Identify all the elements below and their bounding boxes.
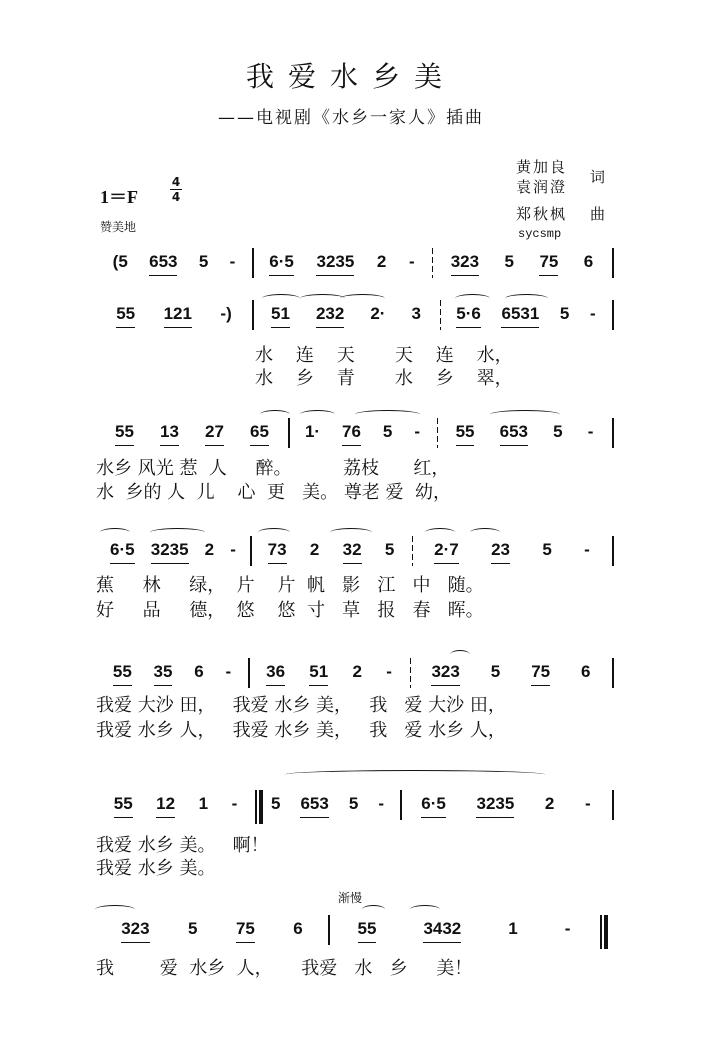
time-signature-top: 4 — [171, 175, 181, 189]
lyric-line: 我爱 大沙 田， 我爱 水乡 美， 我 爱 大沙 田， — [96, 695, 506, 716]
note: 6 — [581, 662, 591, 681]
lyric-line: 水 乡的 人 儿 心 更 美。 尊老 爱 幼， — [96, 482, 451, 503]
note: 5 — [198, 252, 209, 271]
measure — [102, 422, 282, 446]
note: 6531 — [501, 304, 539, 328]
note: 5 — [188, 919, 198, 938]
slur — [340, 294, 385, 303]
note: 5 — [559, 304, 570, 323]
note: 13 — [160, 422, 179, 446]
note: 5 — [490, 662, 501, 681]
note: 2·7 — [434, 540, 459, 564]
barline — [248, 658, 250, 688]
note: - — [564, 919, 571, 938]
key-signature: 1＝F — [100, 187, 138, 207]
time-signature — [170, 176, 182, 203]
measure — [418, 540, 606, 564]
measure — [294, 422, 431, 446]
note: 35 — [154, 662, 173, 686]
slur — [355, 410, 420, 419]
note: 3235 — [316, 252, 354, 276]
note: 27 — [205, 422, 224, 446]
note: 3432 — [423, 919, 461, 943]
note: 3235 — [476, 794, 514, 818]
note: 2· — [370, 304, 386, 323]
lyric-line: 我爱 水乡 美。 — [96, 858, 216, 879]
expression-mark: 赞美地 — [100, 220, 137, 234]
note: 1 — [198, 794, 209, 813]
note: 32 — [343, 540, 362, 564]
slur — [455, 294, 490, 303]
note: 5 — [542, 540, 552, 559]
note: 75 — [531, 662, 550, 686]
note: 55 — [358, 919, 377, 943]
note: 36 — [266, 662, 285, 686]
measure — [102, 794, 249, 818]
measure — [261, 794, 394, 818]
measure — [443, 422, 606, 446]
barline — [612, 248, 614, 278]
note: 6 — [583, 252, 594, 271]
measure — [446, 304, 606, 328]
measure — [254, 662, 404, 686]
measure — [102, 304, 246, 328]
note: 3 — [411, 304, 421, 323]
note: - — [231, 794, 238, 813]
lyricist-2: 袁润澄 — [516, 178, 568, 196]
barline — [612, 536, 614, 566]
lyric-line: 我爱 水乡 人， 我爱 水乡 美， 我 爱 水乡 人， — [96, 720, 506, 741]
note: 76 — [342, 422, 361, 446]
note: 51 — [309, 662, 328, 686]
slur — [425, 528, 455, 537]
note: 2 — [204, 540, 215, 559]
measure — [438, 252, 606, 276]
barline — [288, 418, 290, 448]
measure — [334, 919, 594, 943]
note: 121 — [164, 304, 192, 328]
note: 55 — [115, 422, 134, 446]
note: - — [585, 794, 591, 813]
lyric-line: 水乡 风光 惹 人 醉。 荔枝 红， — [96, 458, 450, 479]
note: 6 — [194, 662, 204, 681]
measure — [102, 252, 246, 276]
lyric-line: 好 品 德， 悠 悠 寸 草 报 春 晖。 — [96, 600, 484, 621]
lyricist-label: 词 — [590, 168, 608, 186]
lyric-line: 水 连 天 天 连 水， — [255, 345, 513, 366]
note: 75 — [539, 252, 558, 276]
measure — [406, 794, 606, 818]
note: 5 — [384, 540, 395, 559]
final-barline — [600, 915, 608, 949]
barline — [252, 300, 254, 330]
slur — [300, 410, 335, 419]
note: 55 — [456, 422, 475, 446]
note: 6·5 — [269, 252, 294, 276]
barline — [250, 536, 252, 566]
barline — [400, 790, 402, 820]
barline — [440, 300, 441, 330]
note: 6 — [293, 919, 303, 938]
measure — [258, 252, 426, 276]
note: 1 — [508, 919, 518, 938]
measure — [102, 662, 242, 686]
note: 653 — [149, 252, 177, 276]
note: 5 — [348, 794, 359, 813]
slur — [330, 528, 372, 537]
note: - — [229, 252, 236, 271]
lyric-line: 水 乡 青 水 乡 翠， — [255, 368, 513, 389]
measure — [256, 540, 406, 564]
note: - — [414, 422, 421, 441]
barline — [432, 248, 433, 278]
time-signature-bottom: 4 — [171, 190, 181, 204]
lyricist-1: 黄加良 — [516, 158, 568, 176]
note: 2 — [376, 252, 387, 271]
note: 232 — [316, 304, 344, 328]
note: 5·6 — [456, 304, 481, 328]
barline — [612, 418, 614, 448]
note: 73 — [268, 540, 287, 564]
note: 55 — [116, 304, 135, 328]
lyric-line: 我爱 水乡 美。 啊！ — [96, 835, 269, 856]
note: 65 — [250, 422, 269, 446]
note: 55 — [114, 794, 133, 818]
note: - — [409, 252, 415, 271]
note: 653 — [300, 794, 328, 818]
note: - — [584, 540, 590, 559]
slur — [505, 294, 548, 303]
measure — [102, 540, 244, 564]
note: (5 — [112, 252, 128, 271]
note: - — [386, 662, 392, 681]
note: 2 — [352, 662, 362, 681]
note: - — [225, 662, 232, 681]
barline — [410, 658, 411, 688]
lyric-line: 我 爱 水乡 人， 我爱 水 乡 美！ — [96, 958, 473, 979]
barline — [612, 658, 614, 688]
slur — [490, 410, 560, 419]
note: - — [230, 540, 236, 559]
slur — [150, 528, 205, 537]
note: 5 — [553, 422, 563, 441]
composer: 郑秋枫 — [516, 205, 568, 223]
note: 2 — [544, 794, 555, 813]
note: 653 — [500, 422, 528, 446]
lyric-line: 蕉 林 绿， 片 片 帆 影 江 中 随。 — [96, 575, 484, 596]
song-subtitle: ——电视剧《水乡一家人》插曲 — [218, 108, 484, 128]
note: - — [587, 422, 594, 441]
note: 75 — [236, 919, 255, 943]
note: 55 — [113, 662, 132, 686]
barline — [612, 300, 614, 330]
slur — [262, 294, 300, 303]
note: 2 — [309, 540, 320, 559]
measure — [258, 304, 434, 328]
barline — [328, 915, 330, 945]
note: 6·5 — [421, 794, 446, 818]
note: 6·5 — [110, 540, 135, 564]
tempo-mark: 渐慢 — [338, 891, 363, 905]
slur — [260, 410, 290, 419]
measure — [416, 662, 606, 686]
slur — [95, 905, 135, 914]
slur — [258, 528, 290, 537]
slur — [450, 650, 470, 659]
note: 12 — [156, 794, 175, 818]
song-title: 我爱水乡美 — [245, 60, 456, 93]
barline — [252, 248, 254, 278]
composer-label: 曲 — [590, 205, 608, 223]
note: 23 — [491, 540, 510, 564]
note: 323 — [431, 662, 459, 686]
measure — [102, 919, 322, 943]
note: - — [378, 794, 384, 813]
slur — [410, 905, 440, 914]
note: 5 — [504, 252, 514, 271]
note: 5 — [271, 794, 281, 813]
note: 323 — [451, 252, 479, 276]
slur — [100, 528, 130, 537]
note: 323 — [121, 919, 149, 943]
source-mark: sycsmp — [518, 227, 562, 241]
note: -) — [220, 304, 232, 323]
slur — [362, 905, 385, 914]
barline — [437, 418, 438, 448]
slur — [285, 770, 545, 779]
slur — [470, 528, 500, 537]
note: 51 — [271, 304, 290, 328]
barline — [412, 536, 413, 566]
slur — [300, 294, 345, 303]
barline — [612, 790, 614, 820]
note: 1· — [304, 422, 321, 441]
note: - — [590, 304, 596, 323]
note: 5 — [382, 422, 393, 441]
note: 3235 — [151, 540, 189, 564]
